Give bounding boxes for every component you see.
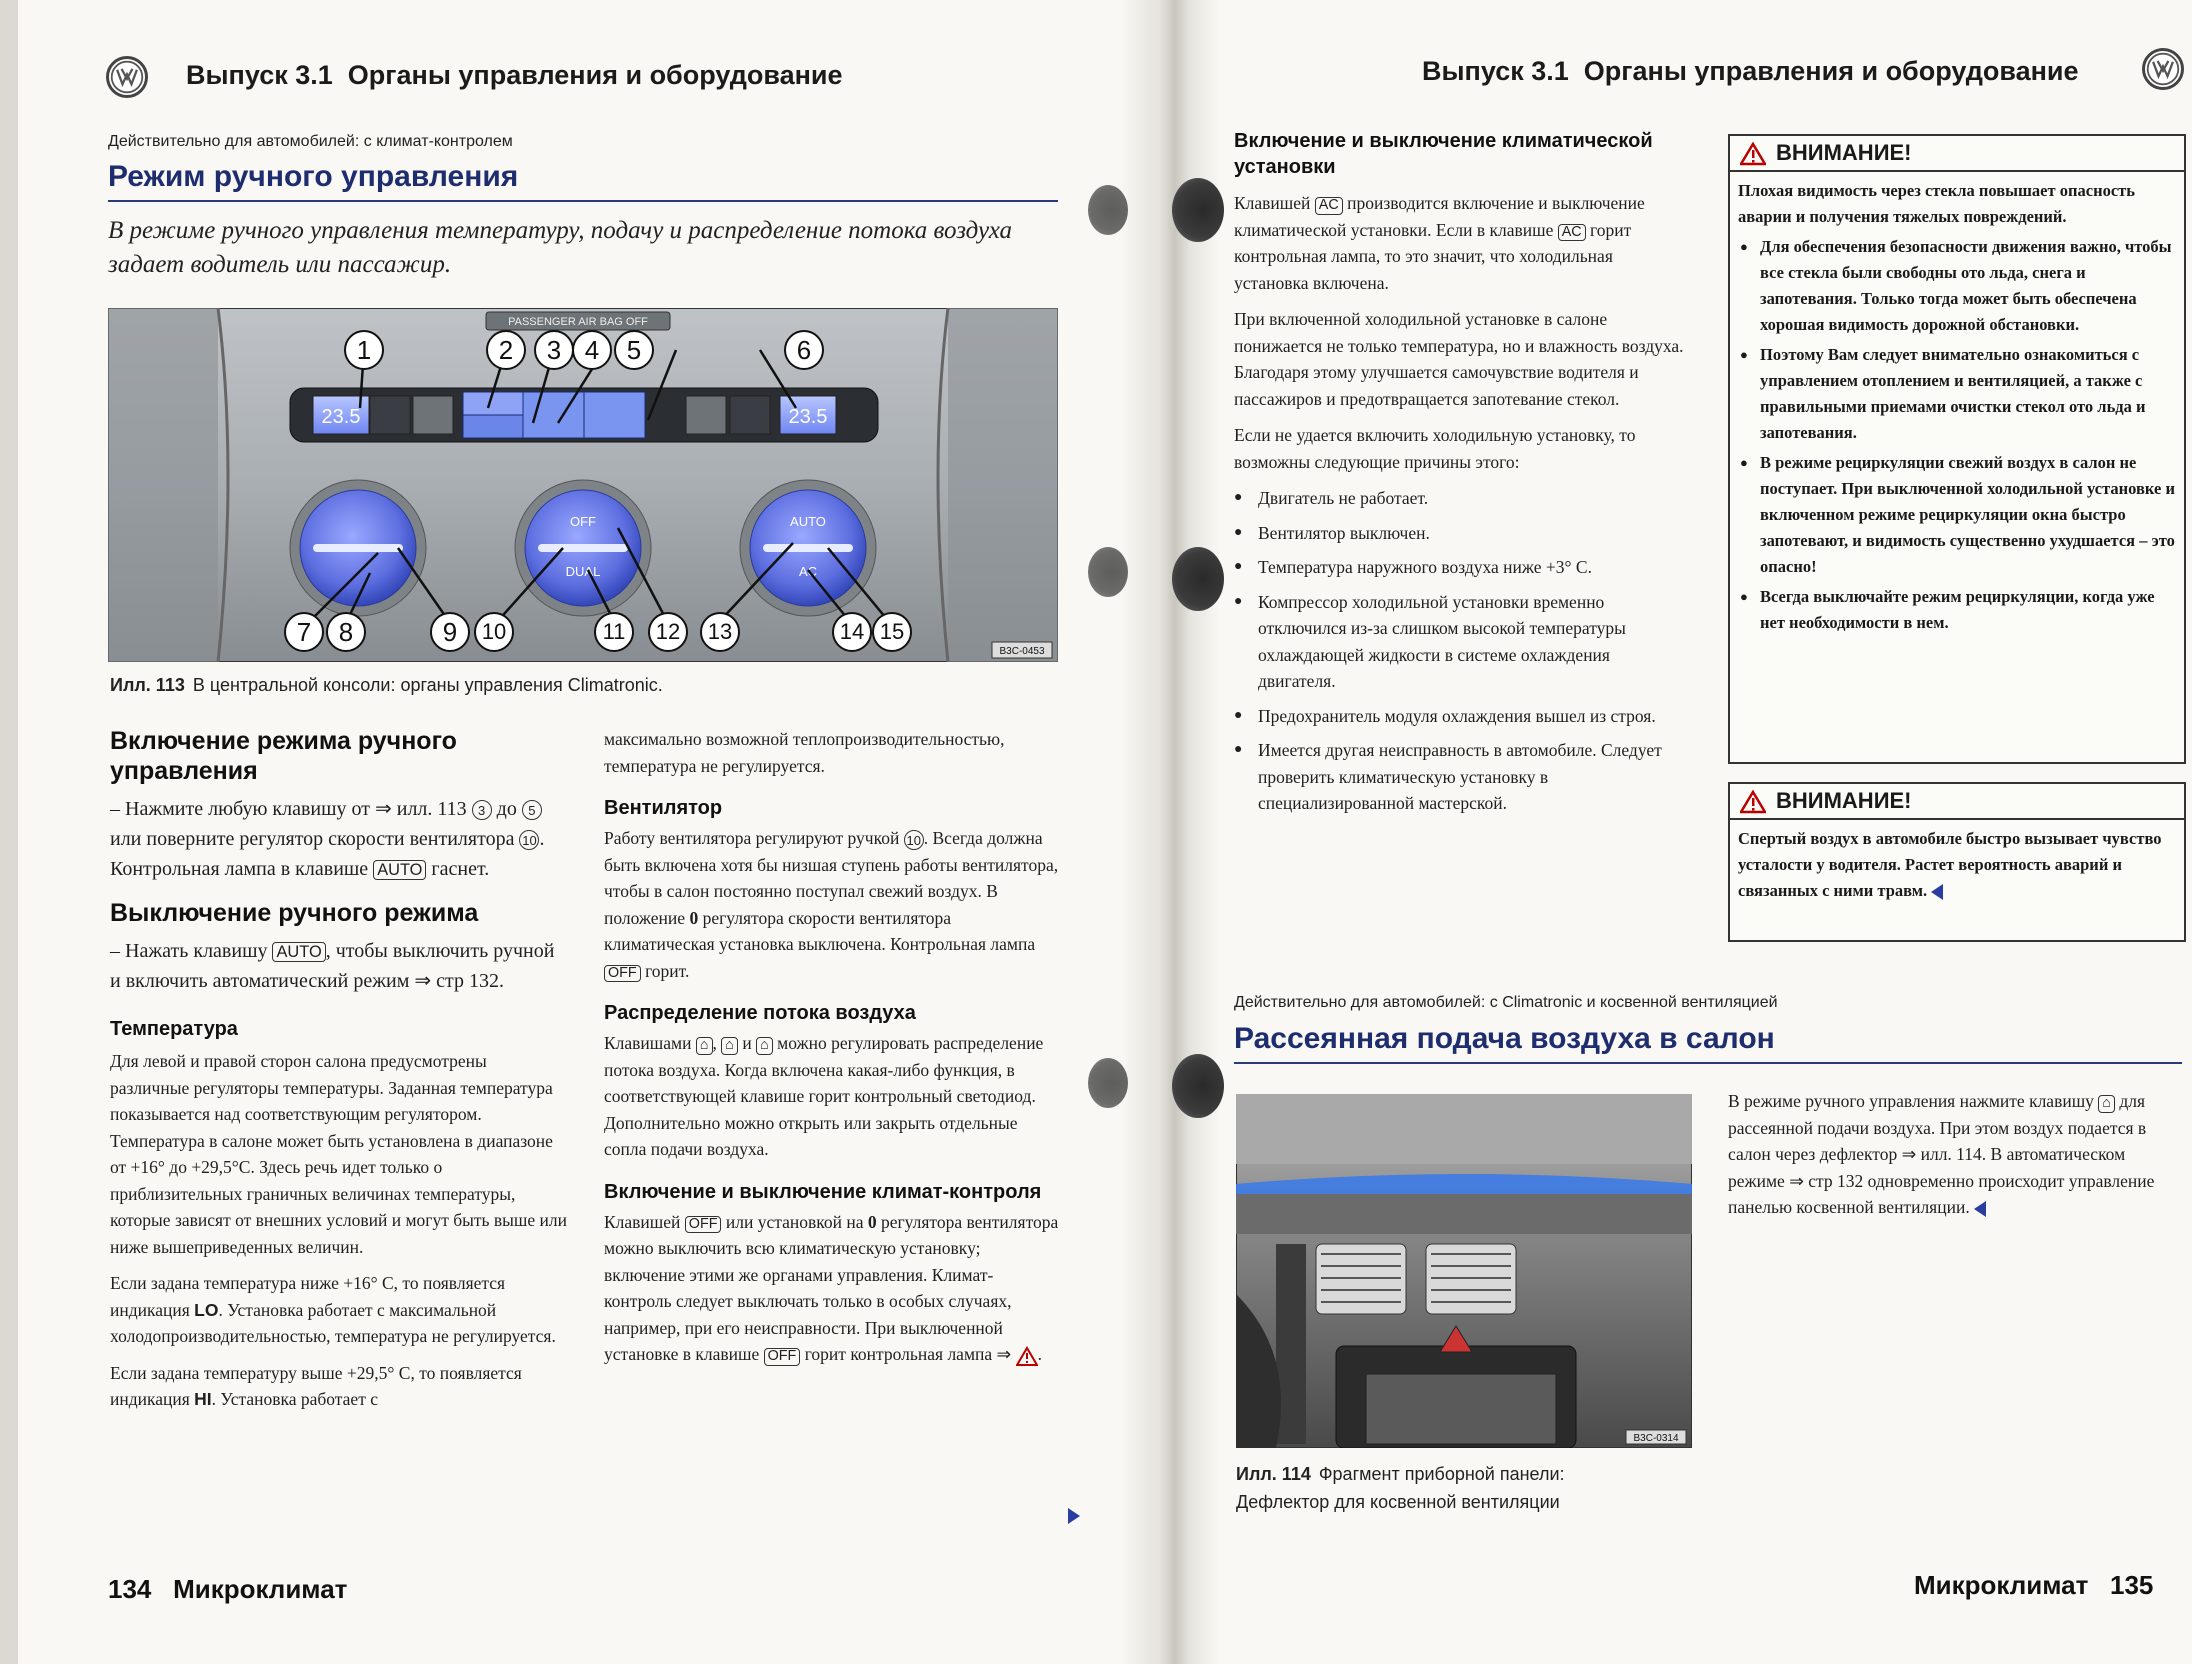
key-off: OFF — [604, 965, 641, 983]
vw-logo-icon — [2142, 48, 2184, 90]
temperature-text: Для левой и правой сторон салона предусмотрены различные регуляторы температуры. Заданная температура показывается над соответствующим регулятором. Температура в салоне может быть установлена в диапазоне от +16° до +29,5°С. Здесь речь идет только о приблизительных граничных величинах температуры, которые зависят от внешних условий и могут быть выше или ниже вышеприведенных величин. Если задана температура ниже +16° С, то появляется индикация LO. Установка работает с максимальной холодопроизводительностью, температура не регулируется. Если задана температуру выше +29,5° С, то появляется индикация HI. Установка работает с — [110, 1051, 568, 1409]
diffuse-air-text: В режиме ручного управления нажмите клавишу ⌂ для рассеянной подачи воздуха. При этом воздух подается в салон через дефлектор ⇒ илл. 114. В автоматическом режиме ⇒ стр 132 одновременно происходит управление панелью косвенной вентиляции. — [1728, 1091, 2155, 1217]
binder-hole — [1088, 547, 1128, 597]
warning-triangle-icon — [1016, 1346, 1038, 1366]
dual-label: DUAL — [565, 564, 601, 579]
left-footer: 134 Микроклимат — [108, 1574, 348, 1604]
lead-paragraph: В режиме ручного управления температуру, подачу и распределение потока воздуха задает водитель или пассажир. — [108, 217, 1013, 278]
binder-hole — [1088, 1058, 1128, 1108]
book-gutter — [1120, 0, 1220, 1664]
warning-header: ВНИМАНИЕ! — [1730, 136, 2184, 172]
binder-hole — [1172, 547, 1224, 611]
callout-13: 13 — [700, 612, 740, 652]
page-title: Режим ручного управления — [108, 160, 519, 193]
display-left: 23.5 — [321, 406, 361, 428]
warning-box-2 — [1728, 782, 2186, 942]
heading-manual-on: Включение режима ручного управления — [110, 727, 457, 785]
key-ac: AC — [1315, 197, 1343, 215]
list-item: ● Всегда выключайте режим рециркуляции, когда уже нет необходимости в нем. — [1738, 584, 2176, 636]
callout-15: 15 — [872, 612, 912, 652]
end-arrow-icon — [1931, 884, 1943, 900]
ref-10-icon: 10 — [519, 830, 539, 850]
list-item: ● Температура наружного воздуха ниже +3° С. — [1234, 554, 1686, 581]
heading-temperature: Температура — [110, 1018, 238, 1040]
heading-air-distribution: Распределение потока воздуха — [604, 1002, 916, 1024]
continued-text: максимально возможной теплопроизводительностью, температура не регулируется. — [604, 729, 1005, 776]
validity-note: Действительно для автомобилей: с климат-контролем — [108, 133, 513, 150]
binder-hole — [1088, 185, 1128, 235]
right-column-text — [1234, 128, 1686, 825]
figure-114 — [1236, 1094, 1692, 1448]
continue-arrow-icon — [1068, 1508, 1080, 1524]
callout-4: 4 — [572, 330, 612, 370]
binder-hole — [1172, 1054, 1224, 1118]
callout-14: 14 — [832, 612, 872, 652]
key-off: OFF — [685, 1216, 722, 1234]
validity-note: Действительно для автомобилей: с Climatronic и косвенной вентиляцией — [1234, 994, 1778, 1011]
figure-113 — [108, 308, 1058, 662]
reasons-list — [1234, 485, 1686, 817]
figure-code: B3C-0314 — [1633, 1433, 1679, 1444]
ac-label: AC — [798, 564, 818, 579]
warning-header: ВНИМАНИЕ! — [1730, 784, 2184, 820]
paragraph-manual-on: – Нажмите любую клавишу от ⇒ илл. 113 3 до 5 или поверните регулятор скорости вентилятора 10 . Контрольная лампа в клавише AUTO гаснет. — [110, 798, 545, 880]
title-rule — [108, 200, 1058, 202]
right-footer: Микроклимат 135 — [1914, 1570, 2154, 1600]
end-arrow-icon — [1974, 1201, 1986, 1217]
key-off: OFF — [764, 1348, 801, 1366]
warning-body: Спертый воздух в автомобиле быстро вызывает чувство усталости у водителя. Растет вероятность аварий и связанных с ними травм. — [1738, 829, 2162, 900]
callout-6: 6 — [784, 330, 824, 370]
vw-logo-icon — [106, 56, 148, 98]
list-item: ● Компрессор холодильной установки временно отключился из-за слишком высокой температуры охлаждающей жидкости в системе охлаждения двигателя. — [1234, 589, 1686, 695]
warning-body: Плохая видимость через стекла повышает опасность аварии и получения тяжелых повреждений. ● Для обеспечения безопасности движения важно, чтобы все стекла были свободны ото льда, снега и запотевания. Только тогда может быть обеспечена хорошая видимость дорожной обстановки. ● Поэтому Вам следует внимательно ознакомиться с управлением отоплением и вентиляцией, а также с правильными приемами очистки стекол ото льда и запотевания. ● В режиме рециркуляции свежий воздух в салон не поступает. При выключенной холодильной установке и включенном режиме рециркуляции окна быстро запотевают, и видимость существенно ухудшается – это опасно! ● Всегда выключайте режим рециркуляции, когда уже нет необходимости в нем. — [1730, 172, 2184, 642]
heading-climate-on-off: Включение и выключение климат-контроля — [604, 1180, 1042, 1203]
callout-9: 9 — [430, 612, 470, 652]
callout-12: 12 — [648, 612, 688, 652]
list-item: ● Имеется другая неисправность в автомобиле. Следует проверить климатическую установку в специализированной мастерской. — [1234, 737, 1686, 817]
callout-1: 1 — [344, 330, 384, 370]
windshield-key-icon: ⌂ — [696, 1037, 713, 1055]
airbag-label: PASSENGER AIR BAG OFF — [508, 316, 648, 328]
ac-text: Клавишей AC производится включение и выключение климатической установки. Если в клавише AC горит контрольная лампа, то это значит, что холодильная установка включена. При включенной холодильной установке в салоне понижается не только температура, но и влажность воздуха. Благодаря этому улучшается самочувствие водителя и пассажиров и предотвращается запотевание стекол. Если не удается включить холодильную установку, то возможны следующие причины этого: ● Двигатель не работает. ● Вентилятор выключен. ● Температура наружного воздуха ниже +3° С. ● Компрессор холодильной установки временно отключился из-за слишком высокой температуры охлаждающей жидкости в системе охлаждения двигателя. ● Предохранитель модуля охлаждения вышел из строя. ● Имеется другая неисправность в автомобиле. Следует проверить климатическую установку в специализированной мастерской. — [1234, 190, 1686, 817]
ref-5-icon: 5 — [522, 800, 542, 820]
heading-manual-off: Выключение ручного режима — [110, 899, 479, 927]
warning-triangle-icon — [1740, 790, 1766, 814]
callout-3: 3 — [534, 330, 574, 370]
callout-2: 2 — [486, 330, 526, 370]
diffuse-key-icon: ⌂ — [2098, 1095, 2115, 1113]
face-key-icon: ⌂ — [721, 1037, 738, 1055]
list-item: ● Поэтому Вам следует внимательно ознакомиться с управлением отоплением и вентиляцией, а также с правильными приемами очистки стекол ото льда и запотевания. — [1738, 342, 2176, 446]
auto-label: AUTO — [790, 514, 826, 529]
figure-113-caption: Илл. 113 В центральной консоли: органы управления Climatronic. — [110, 675, 663, 695]
list-item: ● Для обеспечения безопасности движения важно, чтобы все стекла были свободны ото льда, снега и запотевания. Только тогда может быть обеспечена хорошая видимость дорожной обстановки. — [1738, 234, 2176, 338]
key-auto: AUTO — [373, 860, 426, 880]
warning-triangle-icon — [1740, 142, 1766, 166]
heading-ac-on-off: Включение и выключение климатической установки — [1234, 130, 1653, 178]
left-column-2 — [604, 726, 1060, 1368]
list-item: ● Двигатель не работает. — [1234, 485, 1686, 512]
air-distribution-text: Клавишами ⌂ , ⌂ и ⌂ можно регулировать распределение потока воздуха. Когда включена какая-либо функция, в соответствующей клавише горит контрольный светодиод. Дополнительно можно открыть или закрыть отдельные сопла подачи воздуха. — [604, 1033, 1044, 1159]
fan-off-label: OFF — [570, 514, 596, 529]
callout-8: 8 — [326, 612, 366, 652]
warning-box-1 — [1728, 134, 2186, 764]
climate-on-off-text: Клавишей OFF или установкой на 0 регулятора вентилятора можно выключить всю климатическую установку; включение этими же органами управления. Климат-контроль следует выключать только в особых случаях, например, при его неисправности. При выключенной установке в клавише OFF горит контрольная лампа ⇒ . — [604, 1211, 1059, 1364]
display-right: 23.5 — [788, 406, 828, 428]
callout-11: 11 — [594, 612, 634, 652]
figure-code: B3C-0453 — [999, 646, 1045, 657]
paragraph-manual-off: – Нажать клавишу AUTO , чтобы выключить ручной и включить автоматический режим ⇒ стр 132. — [110, 940, 555, 992]
list-item: ● В режиме рециркуляции свежий воздух в салон не поступает. При выключенной холодильной установке и включенном режиме рециркуляции окна быстро запотевают, и видимость существенно ухудшается – это опасно! — [1738, 450, 2176, 580]
list-item: ● Вентилятор выключен. — [1234, 520, 1686, 547]
ref-10-icon: 10 — [904, 830, 924, 850]
ref-3-icon: 3 — [472, 800, 492, 820]
key-ac: AC — [1558, 224, 1586, 242]
left-running-header: Выпуск 3.1 Органы управления и оборудование — [186, 60, 843, 90]
binder-hole — [1172, 178, 1224, 242]
section-title: Рассеянная подача воздуха в салон — [1234, 1022, 1775, 1055]
callout-5: 5 — [614, 330, 654, 370]
left-column-1 — [110, 726, 570, 1423]
heading-fan: Вентилятор — [604, 797, 723, 819]
list-item: ● Предохранитель модуля охлаждения вышел из строя. — [1234, 703, 1686, 730]
footwell-key-icon: ⌂ — [756, 1037, 773, 1055]
key-auto: AUTO — [272, 942, 325, 962]
right-running-header: Выпуск 3.1 Органы управления и оборудование — [1422, 56, 2079, 86]
fan-text: Работу вентилятора регулируют ручкой 10 . Всегда должна быть включена хотя бы низшая ступень работы вентилятора, чтобы в салон постоянно поступал свежий воздух. В положение 0 регулятора скорости вентилятора климатическая установка выключена. Контрольная лампа OFF горит. — [604, 828, 1059, 981]
callout-7: 7 — [284, 612, 324, 652]
callout-10: 10 — [474, 612, 514, 652]
title-rule — [1234, 1062, 2182, 1064]
figure-114-caption: Илл. 114 Фрагмент приборной панели: Дефлектор для косвенной вентиляции — [1236, 1464, 1565, 1512]
